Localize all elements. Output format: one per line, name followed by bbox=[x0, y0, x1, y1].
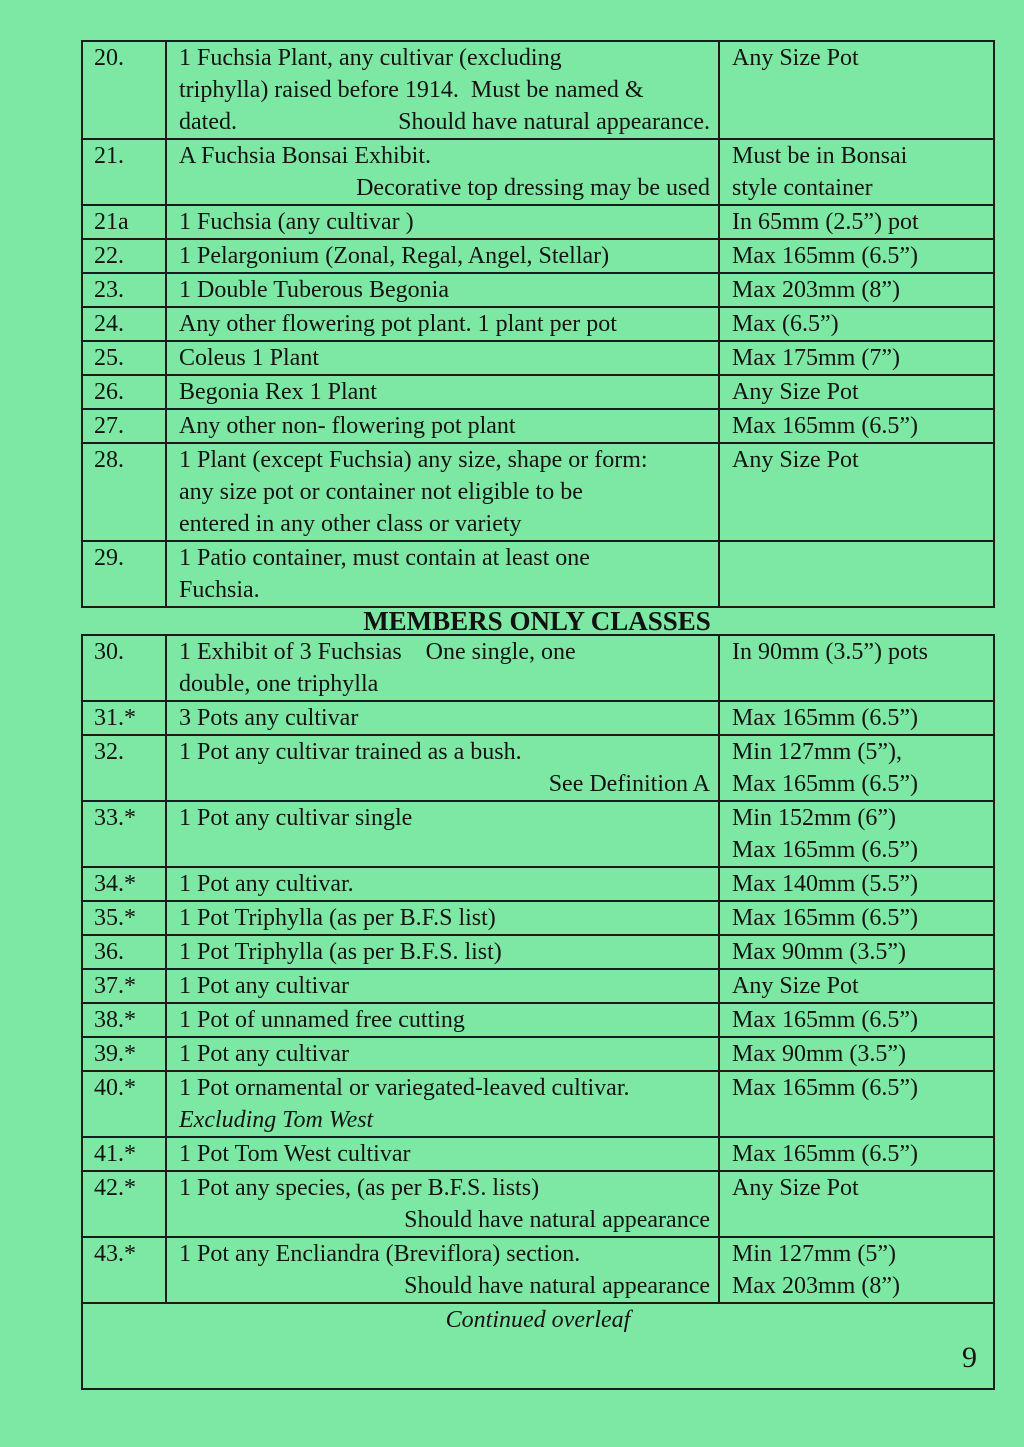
pot-size: Any Size Pot bbox=[719, 969, 994, 1003]
pot-size: Any Size Pot bbox=[719, 375, 994, 409]
table-row bbox=[82, 1237, 994, 1303]
pot-size: Max 165mm (6.5”) bbox=[719, 701, 994, 735]
class-number: 41.* bbox=[82, 1137, 166, 1171]
pot-size: Max 90mm (3.5”) bbox=[719, 1037, 994, 1071]
pot-size: Any Size Pot bbox=[719, 1171, 994, 1237]
class-number: 27. bbox=[82, 409, 166, 443]
pot-size bbox=[719, 541, 994, 607]
table-row bbox=[82, 239, 994, 273]
class-description: 1 Pot any cultivar trained as a bush. See Definition A bbox=[166, 735, 719, 801]
class-description: 1 Pot ornamental or variegated-leaved cultivar. Excluding Tom West bbox=[166, 1071, 719, 1137]
class-description: 1 Pot Triphylla (as per B.F.S list) bbox=[166, 901, 719, 935]
table-row bbox=[82, 801, 994, 867]
table-row bbox=[82, 307, 994, 341]
table-row bbox=[82, 701, 994, 735]
class-description: 1 Pot any species, (as per B.F.S. lists) Should have natural appearance bbox=[166, 1171, 719, 1237]
table-row bbox=[82, 1037, 994, 1071]
class-description: 1 Pot of unnamed free cutting bbox=[166, 1003, 719, 1037]
table-row bbox=[82, 1303, 994, 1389]
class-number: 36. bbox=[82, 935, 166, 969]
page-number: 9 bbox=[962, 1341, 977, 1374]
pot-size: Min 152mm (6”) Max 165mm (6.5”) bbox=[719, 801, 994, 867]
class-description: 1 Double Tuberous Begonia bbox=[166, 273, 719, 307]
class-number: 28. bbox=[82, 443, 166, 541]
class-number: 32. bbox=[82, 735, 166, 801]
class-number: 24. bbox=[82, 307, 166, 341]
table-row bbox=[82, 409, 994, 443]
table-row bbox=[82, 1071, 994, 1137]
table-row bbox=[82, 935, 994, 969]
class-number: 29. bbox=[82, 541, 166, 607]
class-number: 22. bbox=[82, 239, 166, 273]
pot-size: Max 175mm (7”) bbox=[719, 341, 994, 375]
class-description: 1 Plant (except Fuchsia) any size, shape or form: any size pot or container not eligible to be entered in any other class or variety bbox=[166, 443, 719, 541]
continued-overleaf-note: Continued overleaf bbox=[82, 1303, 994, 1389]
schedule-table-members-only bbox=[81, 634, 995, 1390]
pot-size: Max 165mm (6.5”) bbox=[719, 409, 994, 443]
class-number: 35.* bbox=[82, 901, 166, 935]
class-number: 33.* bbox=[82, 801, 166, 867]
pot-size: Max 165mm (6.5”) bbox=[719, 1071, 994, 1137]
table-row bbox=[82, 867, 994, 901]
class-number: 39.* bbox=[82, 1037, 166, 1071]
pot-size: Min 127mm (5”), Max 165mm (6.5”) bbox=[719, 735, 994, 801]
class-number: 26. bbox=[82, 375, 166, 409]
pot-size: Max 165mm (6.5”) bbox=[719, 1003, 994, 1037]
class-description: 1 Pot Triphylla (as per B.F.S. list) bbox=[166, 935, 719, 969]
pot-size: Any Size Pot bbox=[719, 443, 994, 541]
table-row bbox=[82, 375, 994, 409]
table-row bbox=[82, 635, 994, 701]
table-row bbox=[82, 541, 994, 607]
class-number: 23. bbox=[82, 273, 166, 307]
pot-size: Max 90mm (3.5”) bbox=[719, 935, 994, 969]
class-description: 1 Pot any cultivar. bbox=[166, 867, 719, 901]
table-row bbox=[82, 205, 994, 239]
pot-size: Max 165mm (6.5”) bbox=[719, 1137, 994, 1171]
table-row bbox=[82, 735, 994, 801]
class-number: 21a bbox=[82, 205, 166, 239]
pot-size: In 65mm (2.5”) pot bbox=[719, 205, 994, 239]
class-number: 31.* bbox=[82, 701, 166, 735]
class-description: Coleus 1 Plant bbox=[166, 341, 719, 375]
pot-size: Max (6.5”) bbox=[719, 307, 994, 341]
class-number: 43.* bbox=[82, 1237, 166, 1303]
class-description: 1 Exhibit of 3 Fuchsias One single, one double, one triphylla bbox=[166, 635, 719, 701]
class-description: 1 Fuchsia (any cultivar ) bbox=[166, 205, 719, 239]
table-row bbox=[82, 1137, 994, 1171]
class-description: 1 Pot any cultivar bbox=[166, 1037, 719, 1071]
pot-size: Max 203mm (8”) bbox=[719, 273, 994, 307]
pot-size: Any Size Pot bbox=[719, 41, 994, 139]
table-row bbox=[82, 1171, 994, 1237]
table-row bbox=[82, 969, 994, 1003]
class-number: 20. bbox=[82, 41, 166, 139]
table-row bbox=[82, 341, 994, 375]
class-description: Any other flowering pot plant. 1 plant per pot bbox=[166, 307, 719, 341]
class-number: 25. bbox=[82, 341, 166, 375]
class-description: 1 Pot any cultivar bbox=[166, 969, 719, 1003]
table-row bbox=[82, 273, 994, 307]
class-description: 1 Pelargonium (Zonal, Regal, Angel, Stellar) bbox=[166, 239, 719, 273]
table-row bbox=[82, 901, 994, 935]
class-number: 42.* bbox=[82, 1171, 166, 1237]
pot-size: Max 140mm (5.5”) bbox=[719, 867, 994, 901]
class-description: 1 Pot any cultivar single bbox=[166, 801, 719, 867]
class-description: A Fuchsia Bonsai Exhibit. Decorative top dressing may be used bbox=[166, 139, 719, 205]
schedule-table-open-classes bbox=[81, 40, 995, 608]
class-number: 34.* bbox=[82, 867, 166, 901]
class-description: 3 Pots any cultivar bbox=[166, 701, 719, 735]
class-number: 38.* bbox=[82, 1003, 166, 1037]
document-page bbox=[81, 40, 993, 1390]
table-row bbox=[82, 1003, 994, 1037]
table-row bbox=[82, 139, 994, 205]
table-row bbox=[82, 41, 994, 139]
class-description: Begonia Rex 1 Plant bbox=[166, 375, 719, 409]
class-number: 30. bbox=[82, 635, 166, 701]
class-description: 1 Fuchsia Plant, any cultivar (excluding triphylla) raised before 1914. Must be named & dated. Should have natural appearance. bbox=[166, 41, 719, 139]
pot-size: Max 165mm (6.5”) bbox=[719, 901, 994, 935]
class-description: 1 Pot any Encliandra (Breviflora) section. Should have natural appearance bbox=[166, 1237, 719, 1303]
class-description: 1 Patio container, must contain at least one Fuchsia. bbox=[166, 541, 719, 607]
class-number: 21. bbox=[82, 139, 166, 205]
pot-size: In 90mm (3.5”) pots bbox=[719, 635, 994, 701]
class-number: 40.* bbox=[82, 1071, 166, 1137]
members-only-heading: MEMBERS ONLY CLASSES bbox=[363, 606, 711, 636]
class-number: 37.* bbox=[82, 969, 166, 1003]
pot-size: Max 165mm (6.5”) bbox=[719, 239, 994, 273]
table-row bbox=[82, 443, 994, 541]
pot-size: Min 127mm (5”) Max 203mm (8”) bbox=[719, 1237, 994, 1303]
class-description: Any other non- flowering pot plant bbox=[166, 409, 719, 443]
class-description: 1 Pot Tom West cultivar bbox=[166, 1137, 719, 1171]
pot-size: Must be in Bonsai style container bbox=[719, 139, 994, 205]
